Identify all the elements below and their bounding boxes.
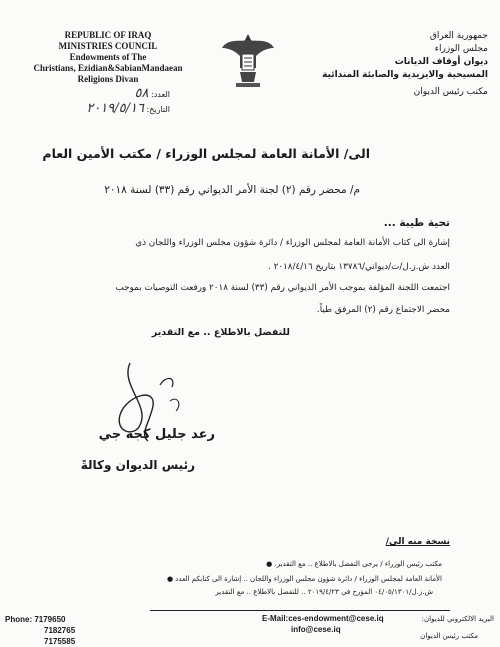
header-country: REPUBLIC OF IRAQ xyxy=(64,30,152,40)
footer-phone: Phone: 7179650 xyxy=(5,615,66,624)
header-dept-2: Christians, Ezidian&SabianMandaean xyxy=(33,63,183,73)
header-left xyxy=(8,30,208,85)
footer-divider xyxy=(150,610,450,611)
header-office-ar: مكتب رئيس الديوان xyxy=(413,87,488,97)
header-dept-ar-2: المسيحية والايزيدية والصابئة المندائية xyxy=(322,70,488,80)
ref-date-label: التاريخ: xyxy=(146,105,170,114)
greeting: تحية طيبة ... xyxy=(383,217,450,229)
addressee: الى/ الأمانة العامة لمجلس الوزراء / مكتب الأمين العام xyxy=(42,146,370,161)
ref-date xyxy=(60,101,170,116)
ref-number-label: العدد: xyxy=(151,90,170,99)
copy-item-1: مكتب رئيس الوزراء / يرجى التفضل بالاطلاع .. مع التقدير. ● xyxy=(266,560,442,568)
copy-item-2-text: الأمانة العامة لمجلس الوزراء / دائرة شؤون مجلس الوزراء واللجان .. إشارة الى كتابكم العدد xyxy=(175,575,442,583)
header-right xyxy=(308,30,488,99)
header-country-ar: جمهورية العراق xyxy=(429,31,488,41)
copies-heading: نسخة منه الى/ xyxy=(385,537,450,547)
para2-line2: محضر الاجتماع رقم (٢) المرفق طياً. xyxy=(316,305,450,315)
signatory-title: رئيس الديوان وكالةً xyxy=(80,458,195,472)
header-dept-3: Religions Divan xyxy=(77,74,139,84)
para2-line1: اجتمعت اللجنة المؤلفة بموجب الأمر الديواني رقم (٣٣) لسنة ٢٠١٨ ورفعت التوصيات بموجب xyxy=(115,283,450,293)
footer-email-ar: البريد الالكتروني للديوان: xyxy=(421,615,494,623)
iraq-emblem-icon xyxy=(218,28,278,90)
footer-phone-2: 7182765 xyxy=(44,626,76,635)
footer-phone-3: 7175585 xyxy=(44,637,76,646)
ref-number xyxy=(60,86,170,101)
ref-number-value: ٥٨ xyxy=(134,86,149,101)
para1-line1: إشارة الى كتاب الأمانة العامة لمجلس الوزراء / دائرة شؤون مجلس الوزراء واللجان ذي xyxy=(135,238,450,248)
para1-line2: العدد ش.ز.ل/ت/ديواني/١٣٧٨٦ بتاريخ ٢٠١٨/٤/١٦ . xyxy=(268,262,450,272)
copy-item-2-cont: ش.ز.ل/٠٤/٠٥/١٣٠١ المؤرخ في ٢٠١٩/٤/٢٣ .. للتفضل بالاطلاع .. مع التقدير xyxy=(215,588,433,596)
copy-item-3: مكتب رئيس الديوان xyxy=(420,632,478,640)
copy-item-2: الأمانة العامة لمجلس الوزراء / دائرة شؤون مجلس الوزراء واللجان .. إشارة الى كتابكم العدد ● xyxy=(166,575,442,583)
footer-email: E-Mail:ces-endowment@cese.iq xyxy=(262,614,384,623)
copy-item-1-text: مكتب رئيس الوزراء / يرجى التفضل بالاطلاع .. مع التقدير. xyxy=(274,560,442,568)
subject: م/ محضر رقم (٢) لجنة الأمر الديواني رقم (٣٣) لسنة ٢٠١٨ xyxy=(104,184,360,196)
header-dept-ar-1: ديوان أوقاف الديانات xyxy=(394,57,488,67)
header-dept-1: Endowments of The xyxy=(69,52,147,62)
footer-info-email: info@cese.iq xyxy=(291,625,341,634)
header-council-ar: مجلس الوزراء xyxy=(434,44,488,54)
header-council: MINISTRIES COUNCIL xyxy=(58,41,158,51)
signatory-name: رعد جليل كجه جي xyxy=(98,427,215,442)
closing: للتفضل بالاطلاع .. مع التقدير xyxy=(151,327,290,338)
ref-date-value: ٢٠١٩/٥/١٦ xyxy=(86,101,144,116)
